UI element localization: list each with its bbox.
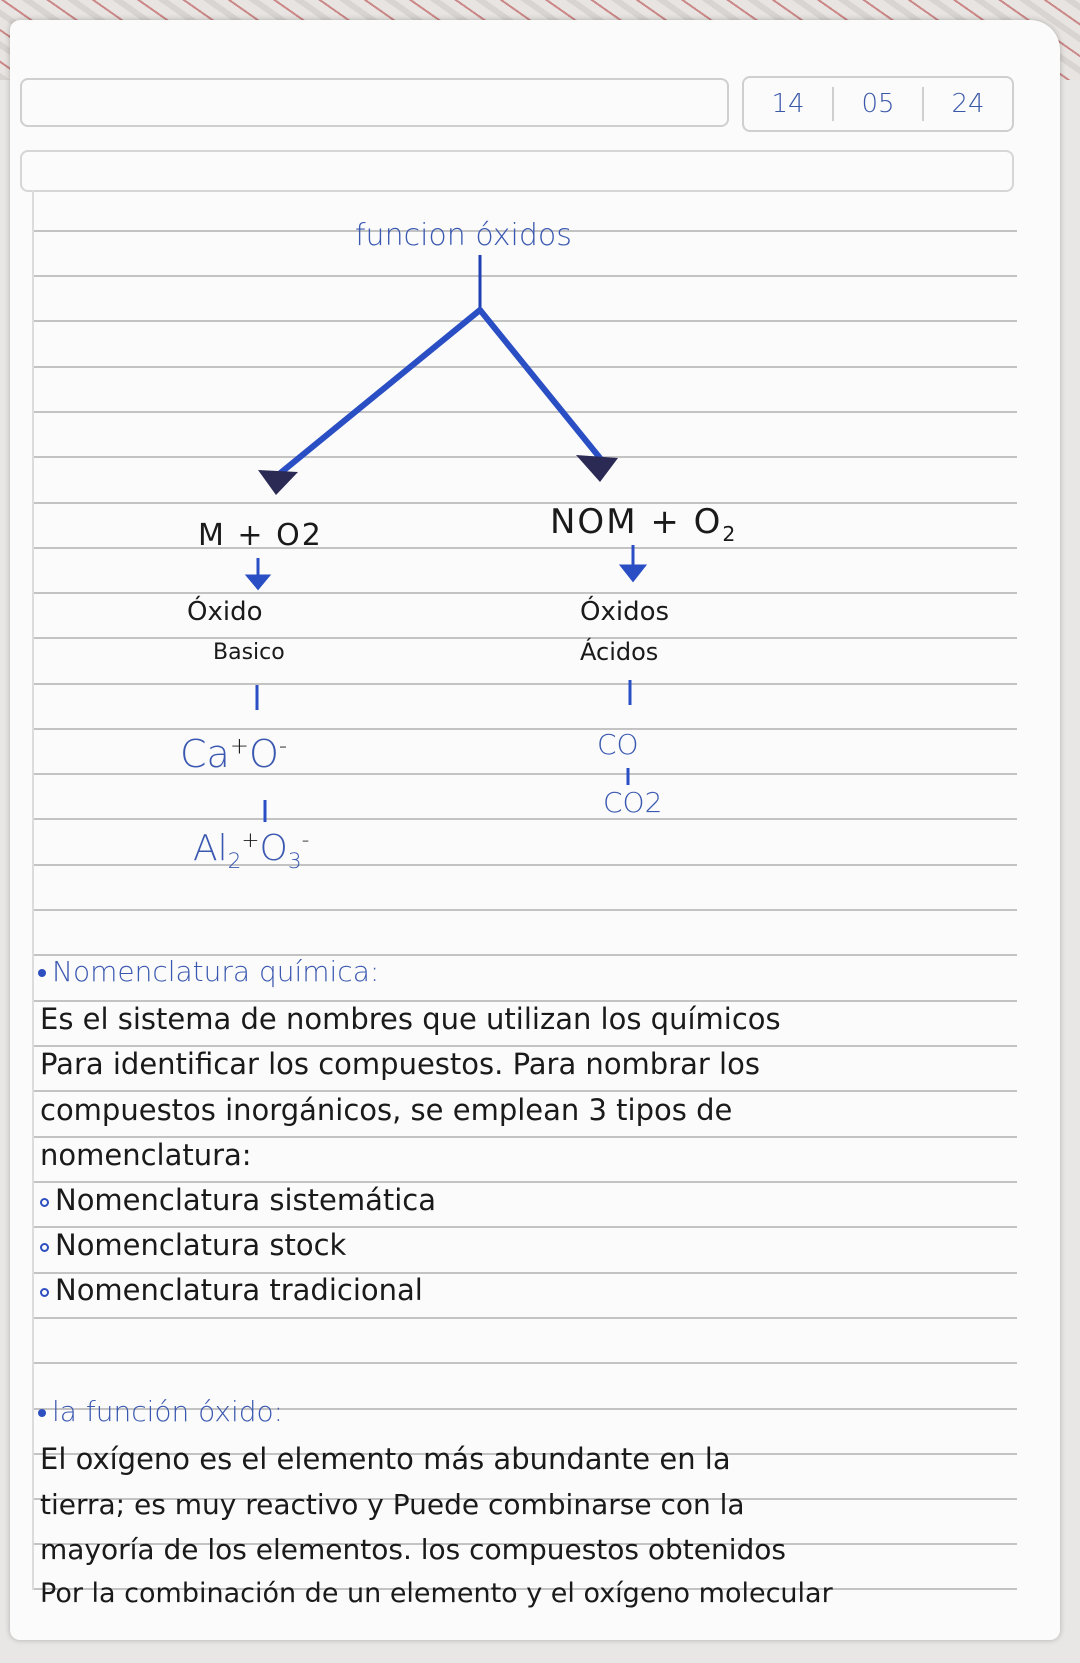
paragraph-line: tierra; es muy reactivo y Puede combinarse con la [40, 1488, 745, 1521]
paragraph-line: compuestos inorgánicos, se emplean 3 tipos de [40, 1093, 733, 1127]
list-item [40, 1273, 423, 1307]
ca-charge: + [229, 733, 249, 760]
date-year: 24 [951, 89, 985, 119]
list-item-text: Nomenclatura stock [55, 1228, 347, 1262]
right-example-1: CO [597, 728, 639, 761]
heading-text: Nomenclatura química: [52, 955, 380, 988]
right-formula-subscript: 2 [722, 521, 738, 546]
list-item [40, 1228, 346, 1262]
al-charge: + [241, 828, 260, 853]
bullet-icon [38, 969, 46, 977]
paragraph-line: nomenclatura: [40, 1138, 252, 1172]
left-example-1 [180, 732, 287, 776]
right-result-line1: Óxidos [580, 597, 670, 627]
paragraph-line: mayoría de los elementos. los compuestos obtenidos [40, 1533, 787, 1566]
o-symbol: O [259, 828, 288, 869]
paragraph-line: Para identificar los compuestos. Para nombrar los [40, 1047, 760, 1081]
date-day: 14 [771, 89, 805, 119]
circle-bullet-icon [40, 1198, 49, 1207]
list-item-text: Nomenclatura sistemática [55, 1183, 436, 1217]
paragraph-line: Por la combinación de un elemento y el oxígeno molecular [40, 1578, 833, 1609]
right-result-line2: Ácidos [580, 638, 659, 666]
list-item-text: Nomenclatura tradicional [55, 1273, 423, 1307]
paragraph-line: Es el sistema de nombres que utilizan los químicos [40, 1002, 781, 1036]
diagram-title: funcion óxidos [355, 218, 572, 253]
left-formula: M + O2 [198, 518, 323, 553]
paragraph-line: El oxígeno es el elemento más abundante en la [40, 1442, 731, 1476]
left-result-line2: Basico [213, 640, 285, 665]
right-arrowhead-icon [576, 455, 618, 482]
right-example-2: CO2 [603, 786, 663, 819]
heading-text: la función óxido: [52, 1395, 284, 1428]
bullet-icon [38, 1409, 46, 1417]
branch-lines [278, 310, 600, 475]
o-charge: - [301, 828, 310, 853]
section-heading-funcion-oxido [38, 1395, 283, 1428]
left-result-line1: Óxido [187, 597, 263, 627]
connector-ticks [257, 680, 630, 822]
circle-bullet-icon [40, 1243, 49, 1252]
al-symbol: Al [193, 828, 228, 869]
left-example-2 [193, 828, 309, 874]
right-formula-text: NOM + O [550, 502, 723, 542]
date-month: 05 [861, 89, 895, 119]
left-arrowhead-icon [258, 470, 298, 495]
al-subscript: 2 [227, 849, 242, 875]
ca-symbol: Ca [180, 732, 230, 776]
section-heading-nomenclatura [38, 955, 379, 988]
o-charge: - [278, 733, 288, 760]
circle-bullet-icon [40, 1288, 49, 1297]
o-symbol: O [248, 732, 279, 776]
right-formula [550, 502, 737, 546]
o-subscript: 3 [287, 849, 302, 875]
list-item [40, 1183, 436, 1217]
